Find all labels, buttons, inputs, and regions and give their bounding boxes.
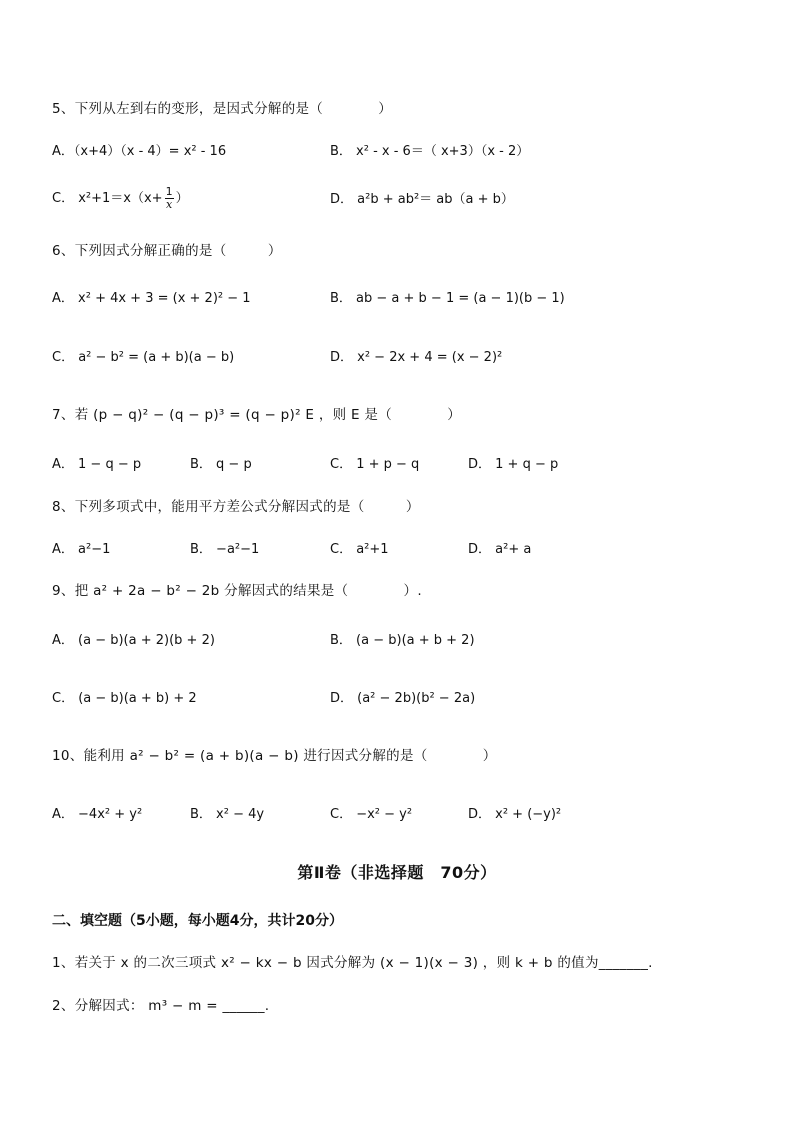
q5-option-d: D． a²b + ab²＝ ab（a + b） <box>330 192 514 207</box>
fill-question-1: 1、若关于 x 的二次三项式 x² − kx − b 因式分解为 (x − 1)(x − 3) ，则 k + b 的值为_______. <box>52 955 653 971</box>
q7-option-a: A． 1 − q − p <box>52 457 142 472</box>
q10-option-c: C． −x² − y² <box>330 807 413 822</box>
q10-stem: 10、能利用 a² − b² = (a + b)(a − b) 进行因式分解的是（ ） <box>52 748 497 764</box>
fill-question-2: 2、分解因式： m³ − m = ______. <box>52 998 270 1014</box>
q6-option-b: B． ab − a + b − 1 = (a − 1)(b − 1) <box>330 291 565 306</box>
q6-option-c: C． a² − b² = (a + b)(a − b) <box>52 350 235 365</box>
q7-stem: 7、若 (p − q)² − (q − p)³ = (q − p)² E ，则 E 是（ ） <box>52 407 462 423</box>
q5-stem: 5、下列从左到右的变形，是因式分解的是（ ） <box>52 101 393 117</box>
q5-option-a: A．（x+4）（x - 4）= x² - 16 <box>52 144 227 159</box>
q6-option-d: D． x² − 2x + 4 = (x − 2)² <box>330 350 503 365</box>
fill-in-section-heading: 二、填空题（5小题，每小题4分，共计20分） <box>52 913 343 929</box>
q8-option-d: D． a²+ a <box>468 542 532 557</box>
q5-option-c-post: ） <box>175 191 189 206</box>
part-two-title: 第Ⅱ卷（非选择题 70分） <box>297 863 497 882</box>
q9-option-b: B． (a − b)(a + b + 2) <box>330 633 475 648</box>
q6-stem: 6、下列因式分解正确的是（ ） <box>52 243 282 259</box>
q9-option-c: C． (a − b)(a + b) + 2 <box>52 691 197 706</box>
q8-option-a: A． a²−1 <box>52 542 111 557</box>
q9-option-d: D． (a² − 2b)(b² − 2a) <box>330 691 476 706</box>
q5-fraction-numerator: 1 <box>165 185 173 198</box>
q9-stem: 9、把 a² + 2a − b² − 2b 分解因式的结果是（ ）. <box>52 583 422 599</box>
q10-option-a: A． −4x² + y² <box>52 807 143 822</box>
q8-option-b: B． −a²−1 <box>190 542 260 557</box>
q5-option-c <box>52 186 189 211</box>
q10-option-b: B． x² − 4y <box>190 807 265 822</box>
q7-option-c: C． 1 + p − q <box>330 457 420 472</box>
q5-option-b: B． x² - x - 6＝（ x+3）（x - 2） <box>330 144 530 159</box>
q5-option-c-pre: C． x²+1＝x（x+ <box>52 191 163 206</box>
q5-option-c-fraction <box>165 186 174 211</box>
q6-option-a: A． x² + 4x + 3 = (x + 2)² − 1 <box>52 291 251 306</box>
q7-option-b: B． q − p <box>190 457 252 472</box>
q8-option-c: C． a²+1 <box>330 542 389 557</box>
q8-stem: 8、下列多项式中，能用平方差公式分解因式的是（ ） <box>52 499 420 515</box>
q7-option-d: D． 1 + q − p <box>468 457 559 472</box>
q10-option-d: D． x² + (−y)² <box>468 807 562 822</box>
q9-option-a: A． (a − b)(a + 2)(b + 2) <box>52 633 215 648</box>
q5-fraction-denominator: x <box>165 198 173 211</box>
